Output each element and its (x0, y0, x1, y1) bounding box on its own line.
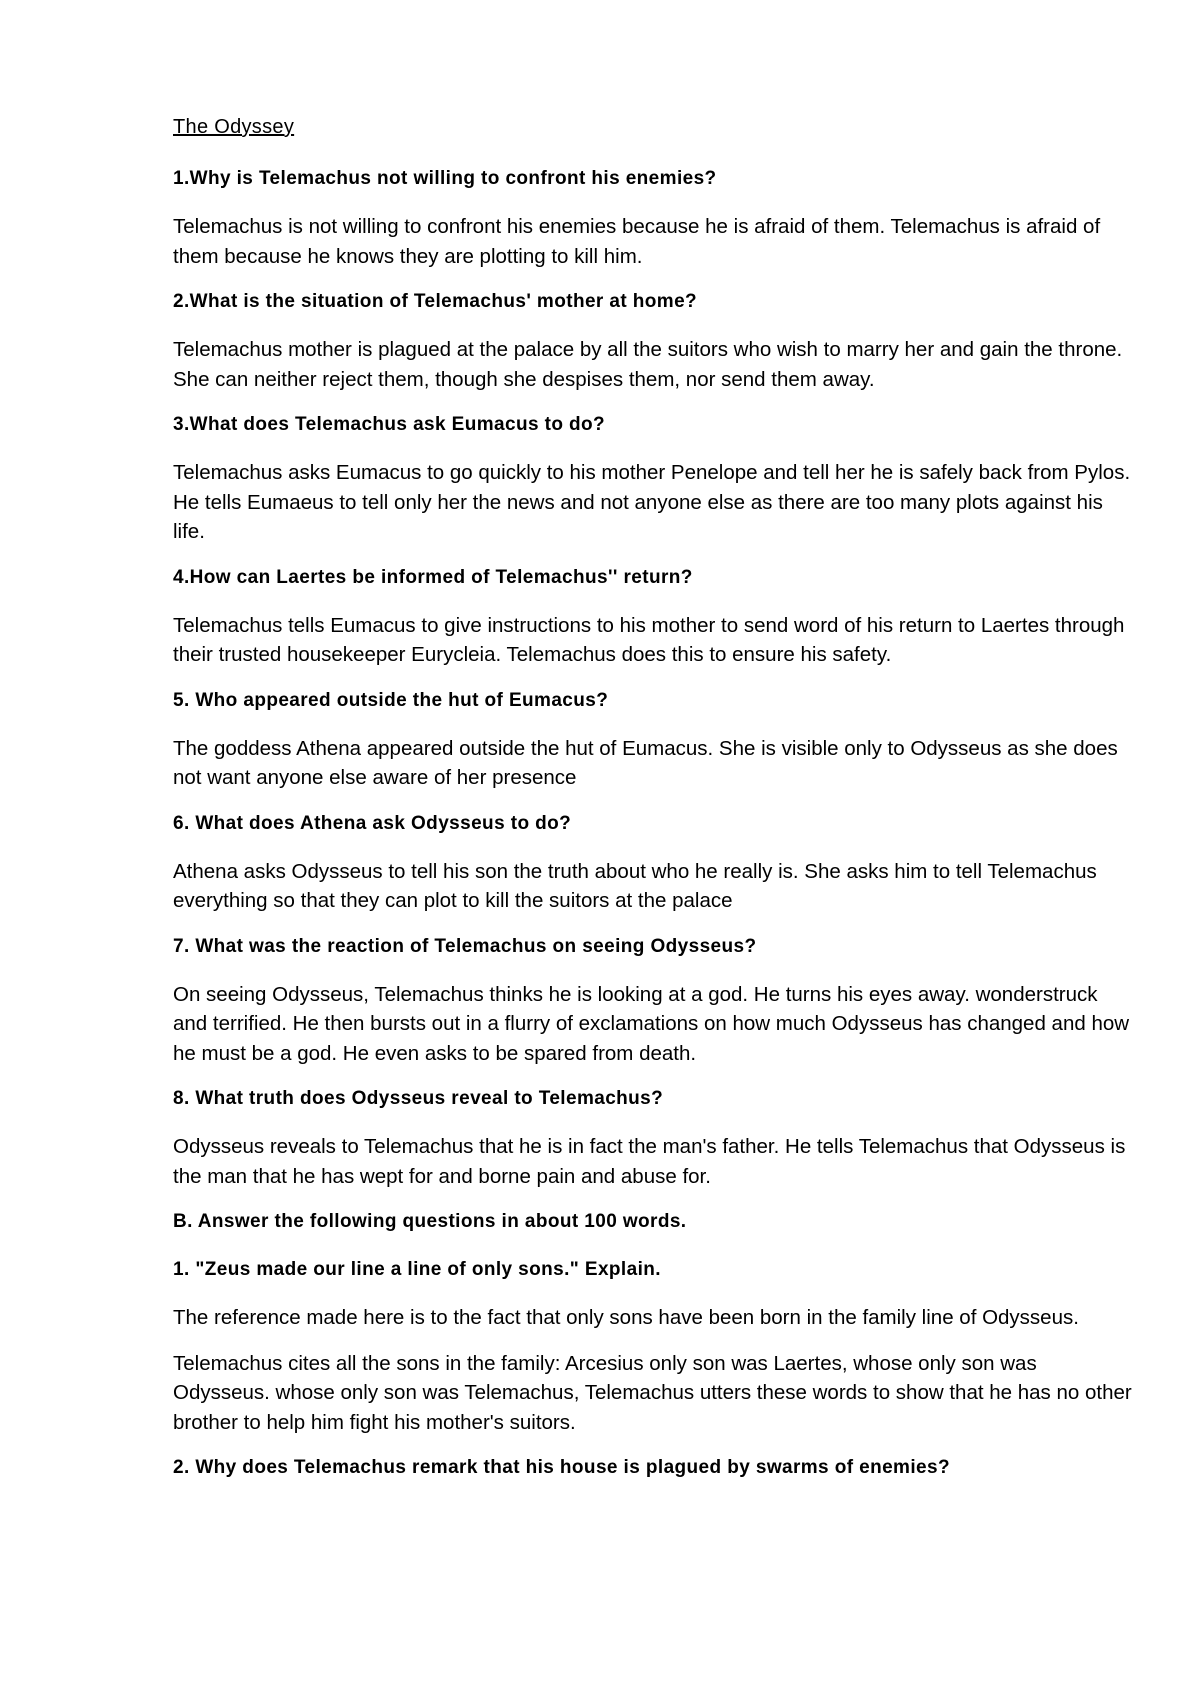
section-b-question-1: 1. "Zeus made our line a line of only sons." Explain. (173, 1259, 661, 1280)
section-b-question-2: 2. Why does Telemachus remark that his house is plagued by swarms of enemies? (173, 1457, 950, 1478)
question-6: 6. What does Athena ask Odysseus to do? (173, 812, 572, 834)
question-8: 8. What truth does Odysseus reveal to Telemachus? (173, 1088, 664, 1109)
answer-2: Telemachus mother is plagued at the palace by all the suitors who wish to marry her and gain the throne. She can neither reject them, though she despises them, nor send them away. (173, 338, 1123, 391)
answer-6: Athena asks Odysseus to tell his son the truth about who he really is. She asks him to tell Telemachus everything so that they can plot to kill the suitors at the palace (173, 859, 1097, 912)
question-5: 5. Who appeared outside the hut of Eumacus? (173, 689, 609, 711)
section-b-answer-1-para-2: Telemachus cites all the sons in the family: Arcesius only son was Laertes, whose only son was Odysseus. whose only son was Telemachus, Telemachus utters these words to show that he has no other brother to help him fight his mother's suitors. (173, 1351, 1132, 1434)
question-3: 3.What does Telemachus ask Eumacus to do? (173, 414, 606, 435)
answer-4: Telemachus tells Eumacus to give instructions to his mother to send word of his return to Laertes through their trusted housekeeper Eurycleia. Telemachus does this to ensure his safety. (173, 613, 1125, 666)
document-page (173, 112, 1133, 1501)
section-b-answer-1-para-1: The reference made here is to the fact that only sons have been born in the family line of Odysseus. (173, 1306, 1079, 1329)
answer-3: Telemachus asks Eumacus to go quickly to his mother Penelope and tell her he is safely back from Pylos. He tells Eumaeus to tell only her the news and not anyone else as there are too many plots against his life. (173, 461, 1131, 543)
question-4: 4.How can Laertes be informed of Telemachus'' return? (173, 566, 693, 588)
document-title: The Odyssey (173, 116, 295, 138)
question-2: 2.What is the situation of Telemachus' mother at home? (173, 291, 698, 312)
question-7: 7. What was the reaction of Telemachus on seeing Odysseus? (173, 935, 757, 957)
answer-7: On seeing Odysseus, Telemachus thinks he is looking at a god. He turns his eyes away. wonderstruck and terrified. He then bursts out in a flurry of exclamations on how much Odysseus has changed and how he must be a god. He even asks to be spared from death. (173, 982, 1130, 1065)
question-1: 1.Why is Telemachus not willing to confront his enemies? (173, 168, 717, 189)
answer-1: Telemachus is not willing to confront his enemies because he is afraid of them. Telemachus is afraid of them because he knows they are plotting to kill him. (173, 215, 1101, 268)
section-b-heading: B. Answer the following questions in about 100 words. (173, 1211, 687, 1232)
answer-8: Odysseus reveals to Telemachus that he is in fact the man's father. He tells Telemachus that Odysseus is the man that he has wept for and borne pain and abuse for. (173, 1135, 1126, 1188)
answer-5: The goddess Athena appeared outside the hut of Eumacus. She is visible only to Odysseus as she does not want anyone else aware of her presence (173, 736, 1118, 789)
